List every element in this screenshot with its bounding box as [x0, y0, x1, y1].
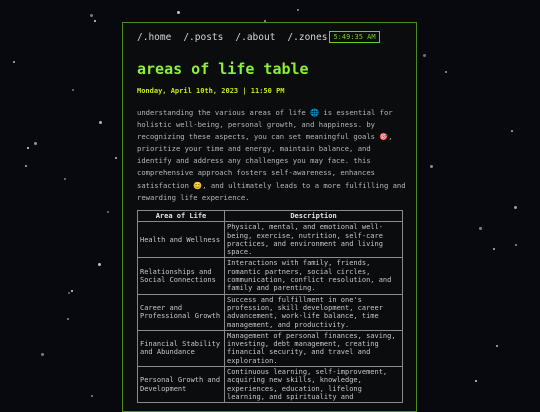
page-title: areas of life table	[137, 60, 309, 78]
star-dot	[91, 395, 93, 397]
table-row	[138, 330, 403, 366]
description-cell: Success and fulfillment in one's profession, skill development, career advancement, work-life balance, time management, and productivity.	[225, 294, 403, 330]
star-dot	[94, 20, 96, 22]
star-dot	[90, 14, 93, 17]
star-dot	[107, 211, 109, 213]
star-dot	[72, 89, 74, 91]
star-dot	[25, 165, 27, 167]
star-dot	[430, 165, 433, 168]
nav-posts-link[interactable]: /.posts	[183, 31, 224, 43]
area-cell: Relationships and Social Connections	[138, 258, 225, 294]
star-dot	[496, 345, 498, 347]
table-row	[138, 258, 403, 294]
star-dot	[34, 142, 37, 145]
nav-home-link[interactable]: /.home	[137, 31, 172, 43]
header-area: Area of Life	[138, 211, 225, 222]
star-dot	[177, 11, 180, 14]
area-cell: Personal Growth and Development	[138, 367, 225, 403]
star-dot	[423, 54, 426, 57]
star-dot	[98, 263, 101, 266]
star-dot	[27, 147, 29, 149]
star-dot	[514, 206, 517, 209]
description-cell: Continuous learning, self-improvement, acquiring new skills, knowledge, experiences, education, lifelong learning, and spirituality and	[225, 367, 403, 403]
top-nav	[137, 29, 407, 45]
area-cell: Career and Professional Growth	[138, 294, 225, 330]
star-dot	[475, 380, 477, 382]
star-dot	[445, 71, 447, 73]
star-dot	[493, 248, 495, 250]
description-cell: Management of personal finances, saving, investing, debt management, creating financial security, and travel and exploration.	[225, 330, 403, 366]
star-dot	[515, 244, 517, 246]
area-cell: Health and Wellness	[138, 222, 225, 258]
post-date: Monday, April 10th, 2023 | 11:50 PM	[137, 87, 285, 95]
table-row	[138, 222, 403, 258]
star-dot	[67, 318, 69, 320]
star-dot	[64, 178, 66, 180]
star-dot	[115, 157, 117, 159]
star-dot	[511, 130, 513, 132]
star-dot	[479, 227, 482, 230]
header-description: Description	[225, 211, 403, 222]
star-dot	[13, 61, 15, 63]
area-cell: Financial Stability and Abundance	[138, 330, 225, 366]
star-dot	[41, 353, 44, 356]
description-cell: Physical, mental, and emotional well-being, exercise, nutrition, self-care practices, and environment and living space.	[225, 222, 403, 258]
table-header-row	[138, 211, 403, 222]
star-dot	[68, 292, 70, 294]
table-row	[138, 367, 403, 403]
table-row	[138, 294, 403, 330]
content-card	[122, 22, 417, 412]
nav-about-link[interactable]: /.about	[235, 31, 276, 43]
star-dot	[71, 290, 73, 292]
nav-zones-link[interactable]: /.zones	[287, 31, 328, 43]
star-dot	[297, 9, 299, 11]
areas-of-life-table	[137, 210, 403, 403]
intro-paragraph: understanding the various areas of life 🌐 is essential for holistic well-being, personal growth, and happiness. by recognizing these aspects, you can set meaningful goals 🎯, prioritize your time and energy, maintain balance, and identify and address any challenges you may face. this comprehensive approach fosters self-awareness, enhances satisfaction 😊, and ultimately leads to a more fulfilling and rewarding life experience.	[137, 108, 406, 202]
clock-badge: 5:49:35 AM	[329, 31, 379, 43]
description-cell: Interactions with family, friends, romantic partners, social circles, communication, conflict resolution, and family and parenting.	[225, 258, 403, 294]
star-dot	[99, 121, 102, 124]
